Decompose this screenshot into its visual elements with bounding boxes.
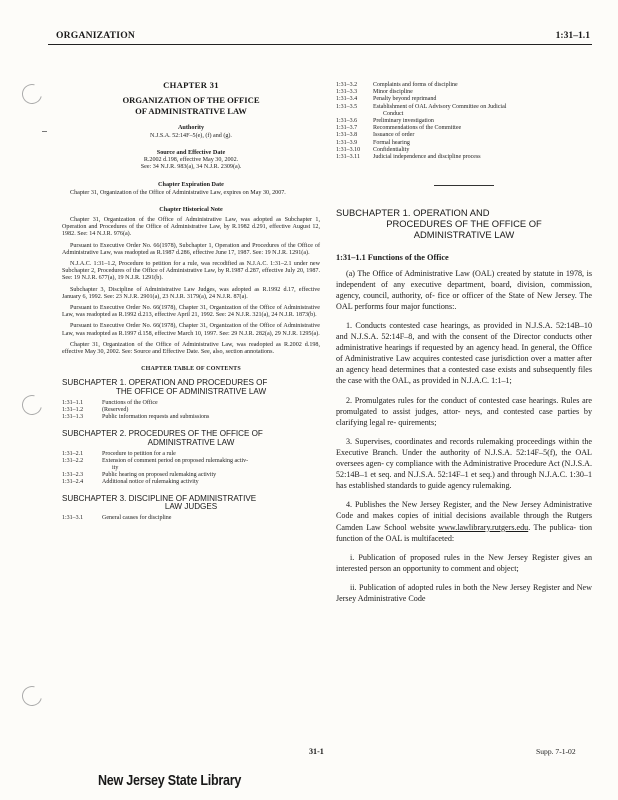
left-column [62,56,320,522]
chapter-number: CHAPTER 31 [163,80,219,90]
body-paragraph: 1. Conducts contested case hearings, as provided in N.J.S.A. 52:14B–10 and N.J.S.A. 52:14F–8, and with the consent of the Director conducts other administrative hearings if requested by an agency head. In general, the Office of Administrative Law acquires contested case jurisdiction over a matter after an agency head determines that a contested case exists and subsequently files the case with the OAL, as provided in N.J.A.C. 1:1–1; [336,321,592,386]
running-header [48,30,592,45]
margin-mark [42,131,47,132]
toc-subchapter-heading: SUBCHAPTER 2. PROCEDURES OF THE OFFICE OF ADMINISTRATIVE LAW [62,429,263,447]
right-column [336,82,592,612]
source-line: See: 34 N.J.R. 983(a), 34 N.J.R. 2309(a). [140,164,242,171]
toc-entry[interactable]: 1:31–3.5 Establishment of OAL Advisory Committee on Judicial Conduct [336,103,507,117]
body-paragraph: 2. Promulgates rules for the conduct of contested case hearings. Rules are promulgated to assist judges, attor- neys, and contested case parties by clarifying legal re- quirements; [336,395,592,427]
body-paragraph: 4. Publishes the New Jersey Register, and the New Jersey Administrative Code and makes copies of initial decisions available through the Rutgers Camden Law School website www.lawlibrary.rutgers.edu. The publica- tion function of the OAL is multifaceted: [336,500,593,543]
toc-subchapter-heading: SUBCHAPTER 1. OPERATION AND PROCEDURES OF THE OFFICE OF ADMINISTRATIVE LAW [62,378,268,397]
toc-list [62,400,320,421]
divider [434,185,494,186]
toc-entry[interactable]: 1:31–3.1 General causes for discipline [62,515,172,522]
toc-entry[interactable]: 1:31–3.2 Complaints and forms of discipline [336,82,458,88]
body-paragraph: (a) The Office of Administrative Law (OAL) created by statute in 1978, is independent of any executive department, board, division, commission, agency, council, authority, of- fice or officer of the State of New Jersey. The OAL performs four major functions:. [336,268,592,311]
toc-entry[interactable]: 1:31–2.1 Procedure to petition for a rule [62,450,176,457]
authority-text: N.J.S.A. 52:14F–5(e), (f) and (g). [150,132,232,139]
history-paragraph: Pursuant to Executive Order No. 66(1978), Chapter 31, Organization of the Office of Administrative Law, was readopted as R.1992 d.213, effective April 21, 1992. See: 24 N.J.R. 321(a), 24 N.J.R. 1873(b). [62,305,320,319]
history-paragraph: Pursuant to Executive Order No. 66(1978), Subchapter 1, Operation and Procedures of the Office of Administrative Law, was readopted as R.1987 d.286, effective June 17, 1987. See: 19 N.J.R. 1291(a). [62,242,320,256]
history-paragraph: Chapter 31, Organization of the Office of Administrative Law, was readopted as R.2002 d.198, effective May 30, 2002. See: Source and Effective Date. See, also, section annotations. [62,341,320,356]
website-link[interactable]: www.lawlibrary.rutgers.edu [438,522,529,532]
punch-hole-icon [18,391,45,418]
toc-list [62,451,320,486]
punch-hole-icon [18,80,45,107]
header-right: 1:31–1.1 [555,30,590,41]
toc-list-continued [336,82,592,161]
supplement-date: Supp. 7-1-02 [536,747,576,756]
punch-hole-icon [18,682,45,709]
history-paragraph: Chapter 31, Organization of the Office of Administrative Law, was adopted as Subchapter 1, Operation and Procedures of the Office of Administrative Law, by R.1982 d.291, effective August 12, 1982. See: 14 N.J.R. 976(a). [62,217,320,238]
body-paragraph: 3. Supervises, coordinates and records rulemaking proceedings within the Executive Branch. Under the authority of N.J.S.A. 52:14F–5(f), the OAL oversees agen- cy compliance with the Administrative Procedure Act (N.J.S.A. 52:14B–1 et seq. and N.J.S.A. 52:14F–1 et seq.) and through N.J.A.C. 1:30–1 has established standards to guide agency rulemaking. [336,436,592,491]
chapter-title: ORGANIZATION OF THE OFFICE OF ADMINISTRATIVE LAW [122,95,260,116]
toc-entry[interactable]: 1:31–3.6 Preliminary investigation [336,118,434,125]
toc-entry[interactable]: 1:31–1.2 (Reserved) [62,407,129,414]
toc-entry[interactable]: 1:31–2.3 Public hearing on proposed rulemaking activity [62,471,217,478]
toc-entry[interactable]: 1:31–1.3 Public information requests and submissions [62,414,210,421]
section-heading: 1:31–1.1 Functions of the Office [336,252,449,262]
expiration-heading: Chapter Expiration Date [158,181,224,189]
body-paragraph: i. Publication of proposed rules in the New Jersey Register gives an interested person an opportunity to comment and object; [336,552,592,573]
toc-entry[interactable]: 1:31–1.1 Functions of the Office [62,400,158,407]
subchapter-heading: SUBCHAPTER 1. OPERATION AND PROCEDURES OF THE OFFICE OF ADMINISTRATIVE LAW [336,207,542,240]
toc-entry[interactable]: 1:31–3.3 Minor discipline [336,89,413,96]
toc-entry[interactable]: 1:31–2.4 Additional notice of rulemaking activity [62,478,199,485]
toc-subchapter-heading: SUBCHAPTER 3. DISCIPLINE OF ADMINISTRATIVE LAW JUDGES [62,493,257,512]
expiration-text: Chapter 31, Organization of the Office of Administrative Law, expires on May 30, 2007. [70,189,286,196]
toc-entry[interactable]: 1:31–3.7 Recommendations of the Committee [336,125,462,132]
source-line: R.2002 d.198, effective May 30, 2002. [143,157,239,163]
toc-list [62,515,320,522]
toc-entry[interactable]: 1:31–3.9 Formal hearing [336,139,410,146]
page-number: 31-1 [309,747,324,756]
history-heading: Chapter Historical Note [159,205,223,213]
toc-entry[interactable]: 1:31–3.4 Penalty beyond reprimand [336,96,437,103]
history-paragraph: Pursuant to Executive Order No. 66(1978), Chapter 31, Organization of the Office of Administrative Law, was readopted as R.1997 d.158, effective March 10, 1997. See: 29 N.J.R. 282(a), 29 N.J.R. 1295(a). [62,323,320,337]
toc-entry[interactable]: 1:31–3.10 Confidentiality [336,146,410,153]
library-stamp: New Jersey State Library [98,773,242,789]
authority-heading: Authority [177,124,205,132]
toc-heading: CHAPTER TABLE OF CONTENTS [141,366,241,373]
body-paragraph: ii. Publication of adopted rules in both the New Jersey Register and New Jersey Administrative Code [336,582,592,603]
history-paragraph: Subchapter 3, Discipline of Administrative Law Judges, was adopted as R.1992 d.17, effective January 6, 1992. See: 23 N.J.R. 2901(a), 23 N.J.R. 3179(a), 24 N.J.R. 87(a). [62,286,320,300]
toc-entry[interactable]: 1:31–2.2 Extension of comment period on proposed rulemaking activ- ity [62,457,249,471]
header-left: ORGANIZATION [56,30,135,41]
history-paragraph: N.J.A.C. 1:31–1.2, Procedure to petition for a rule, was recodified as N.J.A.C. 1:31–2.1 under new Subchapter 2, Procedures of the Office of Administrative Law, by R.1987 d.287, effective July 20, 1987. See: 19 N.J.R. 677(a), 19 N.J.R. 1291(b). [62,261,320,282]
source-heading: Source and Effective Date [156,148,226,156]
toc-entry[interactable]: 1:31–3.8 Issuance of order [336,132,415,139]
toc-entry[interactable]: 1:31–3.11 Judicial independence and discipline process [336,154,481,161]
